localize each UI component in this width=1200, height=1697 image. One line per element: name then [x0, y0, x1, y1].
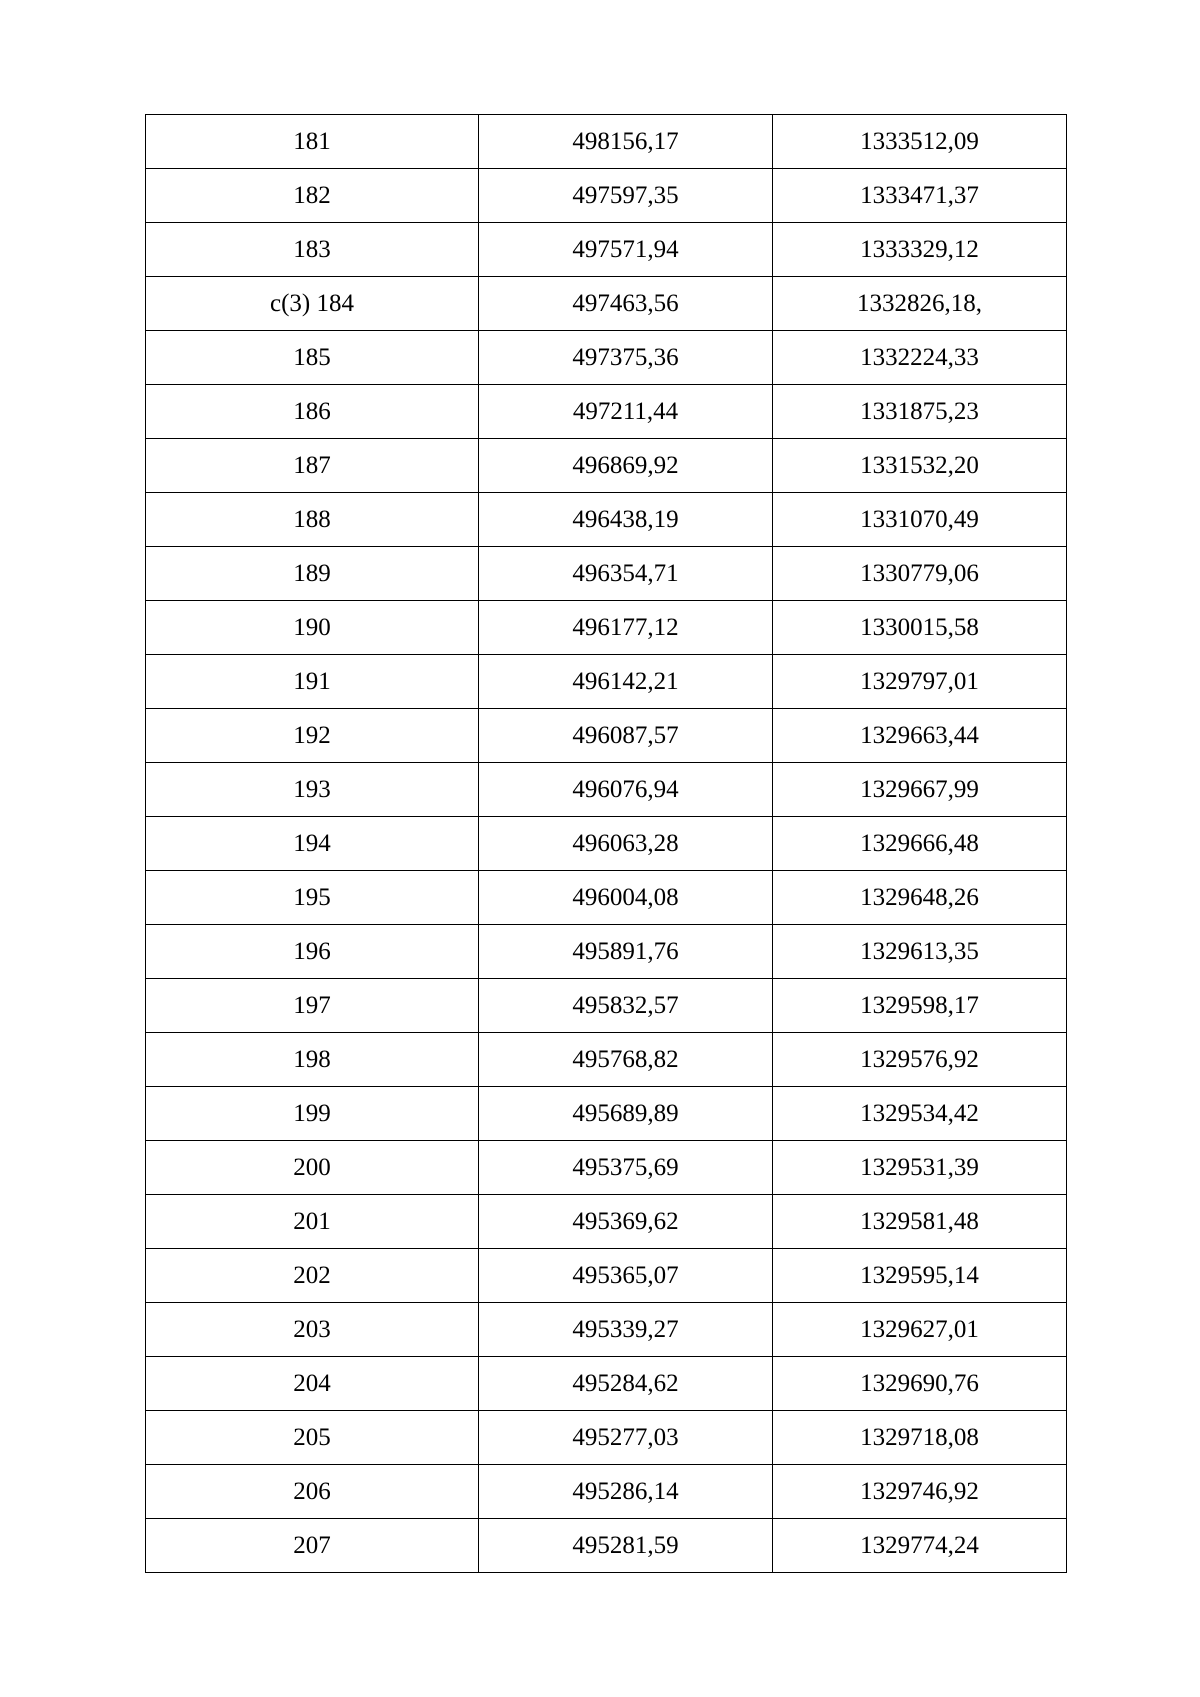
table-row — [146, 115, 1067, 169]
y-coordinate-cell: 1329690,76 — [773, 1357, 1067, 1411]
table-row — [146, 1519, 1067, 1573]
y-coordinate-cell: 1331532,20 — [773, 439, 1067, 493]
x-coordinate-cell: 495891,76 — [479, 925, 773, 979]
x-coordinate-cell: 495286,14 — [479, 1465, 773, 1519]
table-row — [146, 1087, 1067, 1141]
x-coordinate-cell: 496869,92 — [479, 439, 773, 493]
point-number-cell: 188 — [146, 493, 479, 547]
point-number-cell: 207 — [146, 1519, 479, 1573]
x-coordinate-cell: 495281,59 — [479, 1519, 773, 1573]
x-coordinate-cell: 497571,94 — [479, 223, 773, 277]
table-row — [146, 1357, 1067, 1411]
x-coordinate-cell: 495284,62 — [479, 1357, 773, 1411]
table-row — [146, 1465, 1067, 1519]
y-coordinate-cell: 1329666,48 — [773, 817, 1067, 871]
point-number-cell: 187 — [146, 439, 479, 493]
table-row — [146, 1303, 1067, 1357]
y-coordinate-cell: 1329667,99 — [773, 763, 1067, 817]
y-coordinate-cell: 1331875,23 — [773, 385, 1067, 439]
point-number-cell: 200 — [146, 1141, 479, 1195]
point-number-cell: 185 — [146, 331, 479, 385]
table-row — [146, 1033, 1067, 1087]
x-coordinate-cell: 496438,19 — [479, 493, 773, 547]
y-coordinate-cell: 1329627,01 — [773, 1303, 1067, 1357]
y-coordinate-cell: 1329613,35 — [773, 925, 1067, 979]
y-coordinate-cell: 1329531,39 — [773, 1141, 1067, 1195]
point-number-cell: 192 — [146, 709, 479, 763]
x-coordinate-cell: 497211,44 — [479, 385, 773, 439]
point-number-cell: 201 — [146, 1195, 479, 1249]
table-row — [146, 493, 1067, 547]
x-coordinate-cell: 496004,08 — [479, 871, 773, 925]
y-coordinate-cell: 1329576,92 — [773, 1033, 1067, 1087]
x-coordinate-cell: 497597,35 — [479, 169, 773, 223]
y-coordinate-cell: 1329718,08 — [773, 1411, 1067, 1465]
y-coordinate-cell: 1329595,14 — [773, 1249, 1067, 1303]
table-row — [146, 601, 1067, 655]
table-row — [146, 547, 1067, 601]
x-coordinate-cell: 496063,28 — [479, 817, 773, 871]
point-number-cell: 196 — [146, 925, 479, 979]
y-coordinate-cell: 1329648,26 — [773, 871, 1067, 925]
x-coordinate-cell: 497463,56 — [479, 277, 773, 331]
point-number-cell: 183 — [146, 223, 479, 277]
y-coordinate-cell: 1329598,17 — [773, 979, 1067, 1033]
point-number-cell: 206 — [146, 1465, 479, 1519]
x-coordinate-cell: 495689,89 — [479, 1087, 773, 1141]
point-number-cell: 189 — [146, 547, 479, 601]
table-row — [146, 1411, 1067, 1465]
table-row — [146, 223, 1067, 277]
y-coordinate-cell: 1332826,18, — [773, 277, 1067, 331]
y-coordinate-cell: 1329746,92 — [773, 1465, 1067, 1519]
x-coordinate-cell: 495339,27 — [479, 1303, 773, 1357]
table-row — [146, 709, 1067, 763]
table-row — [146, 1195, 1067, 1249]
y-coordinate-cell: 1332224,33 — [773, 331, 1067, 385]
y-coordinate-cell: 1330015,58 — [773, 601, 1067, 655]
point-number-cell: 195 — [146, 871, 479, 925]
point-number-cell: 202 — [146, 1249, 479, 1303]
y-coordinate-cell: 1330779,06 — [773, 547, 1067, 601]
point-number-cell: 193 — [146, 763, 479, 817]
x-coordinate-cell: 496076,94 — [479, 763, 773, 817]
point-number-cell: 197 — [146, 979, 479, 1033]
y-coordinate-cell: 1329534,42 — [773, 1087, 1067, 1141]
x-coordinate-cell: 496177,12 — [479, 601, 773, 655]
x-coordinate-cell: 495375,69 — [479, 1141, 773, 1195]
table-row — [146, 979, 1067, 1033]
coordinates-table-body — [146, 115, 1067, 1573]
point-number-cell: 182 — [146, 169, 479, 223]
table-row — [146, 331, 1067, 385]
x-coordinate-cell: 495369,62 — [479, 1195, 773, 1249]
table-row — [146, 763, 1067, 817]
x-coordinate-cell: 496087,57 — [479, 709, 773, 763]
table-row — [146, 439, 1067, 493]
x-coordinate-cell: 495768,82 — [479, 1033, 773, 1087]
y-coordinate-cell: 1333471,37 — [773, 169, 1067, 223]
table-row — [146, 277, 1067, 331]
point-number-cell: 205 — [146, 1411, 479, 1465]
point-number-cell: 190 — [146, 601, 479, 655]
point-number-cell: 194 — [146, 817, 479, 871]
y-coordinate-cell: 1333329,12 — [773, 223, 1067, 277]
table-row — [146, 169, 1067, 223]
y-coordinate-cell: 1329663,44 — [773, 709, 1067, 763]
y-coordinate-cell: 1333512,09 — [773, 115, 1067, 169]
x-coordinate-cell: 496142,21 — [479, 655, 773, 709]
table-row — [146, 1141, 1067, 1195]
point-number-cell: 198 — [146, 1033, 479, 1087]
x-coordinate-cell: 498156,17 — [479, 115, 773, 169]
table-row — [146, 817, 1067, 871]
point-number-cell: 204 — [146, 1357, 479, 1411]
table-row — [146, 925, 1067, 979]
coordinates-table — [145, 114, 1067, 1573]
table-row — [146, 871, 1067, 925]
x-coordinate-cell: 495365,07 — [479, 1249, 773, 1303]
y-coordinate-cell: 1329797,01 — [773, 655, 1067, 709]
point-number-cell: 186 — [146, 385, 479, 439]
point-number-cell: 181 — [146, 115, 479, 169]
table-row — [146, 655, 1067, 709]
x-coordinate-cell: 495832,57 — [479, 979, 773, 1033]
point-number-cell: 191 — [146, 655, 479, 709]
y-coordinate-cell: 1331070,49 — [773, 493, 1067, 547]
table-row — [146, 1249, 1067, 1303]
point-number-cell: 203 — [146, 1303, 479, 1357]
x-coordinate-cell: 495277,03 — [479, 1411, 773, 1465]
x-coordinate-cell: 497375,36 — [479, 331, 773, 385]
table-row — [146, 385, 1067, 439]
x-coordinate-cell: 496354,71 — [479, 547, 773, 601]
y-coordinate-cell: 1329774,24 — [773, 1519, 1067, 1573]
y-coordinate-cell: 1329581,48 — [773, 1195, 1067, 1249]
point-number-cell: 199 — [146, 1087, 479, 1141]
point-number-cell: c(3) 184 — [146, 277, 479, 331]
